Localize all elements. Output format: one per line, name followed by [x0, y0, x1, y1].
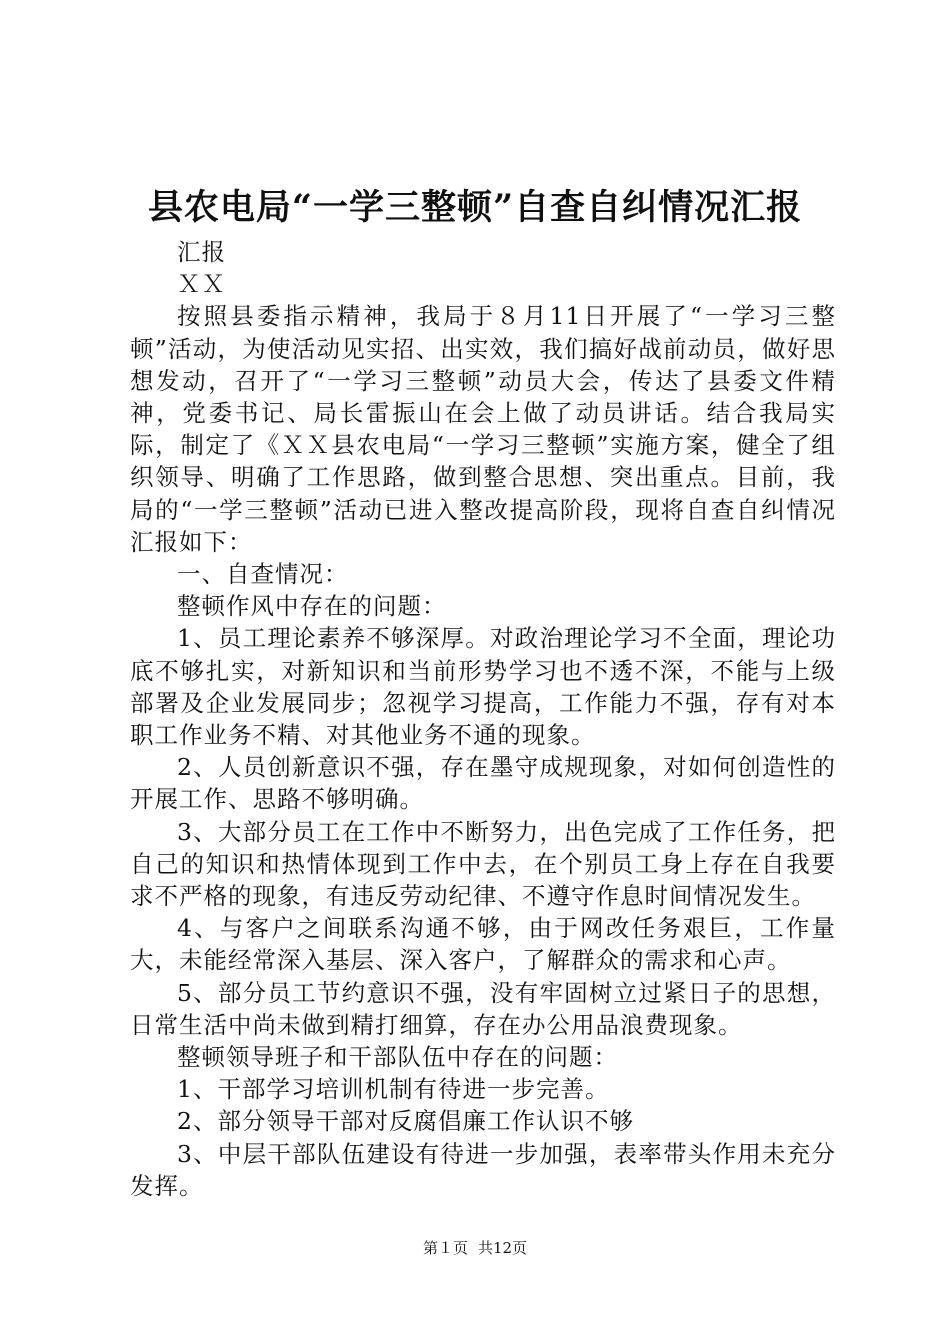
list-item: 2、人员创新意识不强，存在墨守成规现象，对如何创造性的开展工作、思路不够明确。	[130, 753, 836, 814]
list-item: 1、干部学习培训机制有待进一步完善。	[177, 1075, 610, 1104]
page-total: 共12页	[477, 1239, 528, 1257]
list-item: 3、大部分员工在工作中不断努力，出色完成了工作任务，把自己的知识和热情体现到工作中去，在个别员工身上存在自我要求不严格的现象，有违反劳动纪律、不遵守作息时间情况发生。	[130, 817, 836, 911]
list-item: 4、与客户之间联系沟通不够，由于网改任务艰巨，工作量大，未能经常深入基层、深入客户，了解群众的需求和心声。	[130, 914, 836, 975]
list-item: 5、部分员工节约意识不强，没有牢固树立过紧日子的思想，日常生活中尚未做到精打细算，存在办公用品浪费现象。	[130, 978, 836, 1039]
document-body	[130, 236, 836, 1202]
subsection-heading: 整顿作风中存在的问题：	[177, 592, 447, 621]
document-title: 县农电局“一学三整顿”自查自纠情况汇报	[147, 187, 803, 228]
list-item: 1、员工理论素养不够深厚。对政治理论学习不全面，理论功底不够扎实，对新知识和当前形势学习也不透不深，不能与上级部署及企业发展同步；忽视学习提高，工作能力不强，存有对本职工作业务不精、对其他业务不通的现象。	[130, 624, 836, 750]
list-item: 2、部分领导干部对反腐倡廉工作认识不够	[177, 1107, 634, 1136]
subsection-heading: 整顿领导班子和干部队伍中存在的问题：	[177, 1043, 618, 1072]
list-item: 3、中层干部队伍建设有待进一步加强，表率带头作用未充分发挥。	[130, 1139, 836, 1200]
paragraph: ＸＸ	[177, 270, 226, 299]
section-heading: 一、自查情况：	[177, 560, 349, 589]
paragraph: 汇报	[177, 238, 226, 266]
page-footer	[0, 1238, 950, 1258]
paragraph: 按照县委指示精神，我局于８月11日开展了“一学习三整顿”活动，为使活动见实招、出实效，我们搞好战前动员，做好思想发动，召开了“一学习三整顿”动员大会，传达了县委文件精神，党委书记、局长雷振山在会上做了动员讲话。结合我局实际，制定了《ＸＸ县农电局“一学习三整顿”实施方案，健全了组织领导、明确了工作思路，做到整合思想、突出重点。目前，我局的“一学三整顿”活动已进入整改提高阶段，现将自查自纠情况汇报如下：	[130, 302, 836, 556]
page-number: 第１页	[422, 1239, 468, 1257]
